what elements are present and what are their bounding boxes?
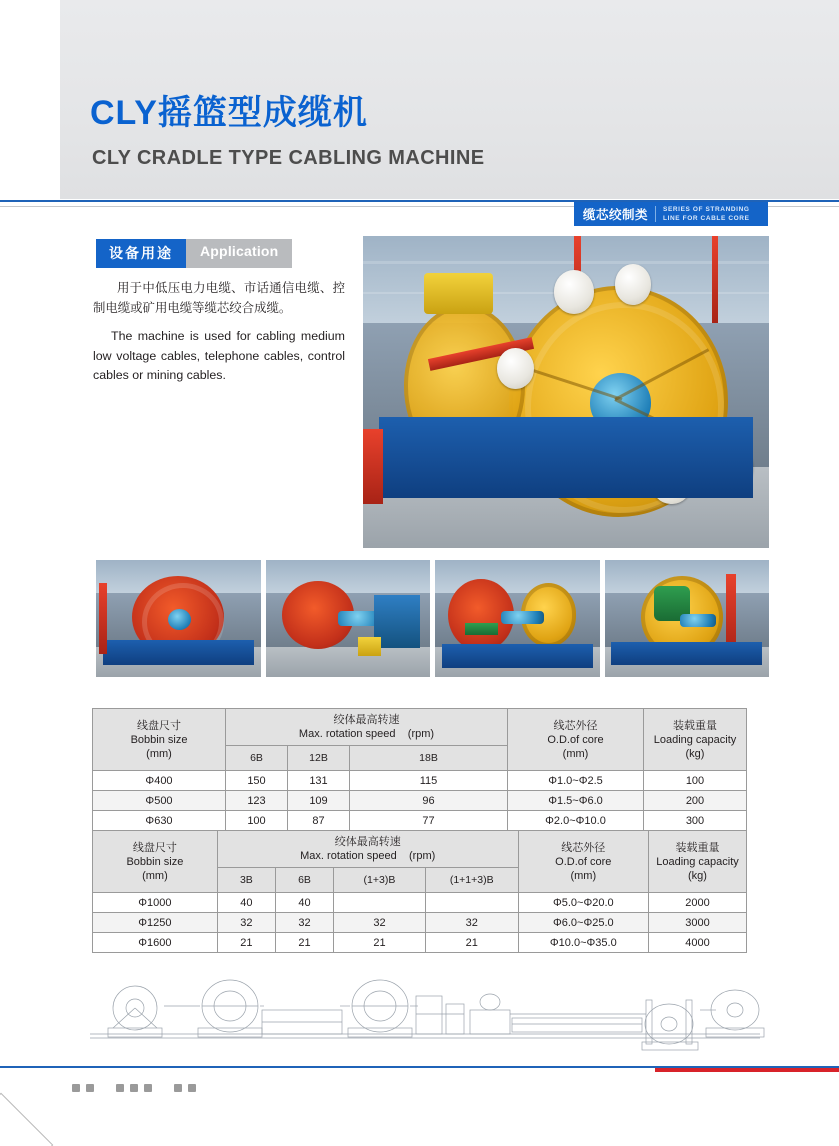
header-rotation-speed-cn: 绞体最高转速 [333, 713, 400, 726]
footer-dot [174, 1084, 182, 1092]
cell-load: 3000 [649, 913, 747, 933]
specification-tables [92, 708, 747, 953]
cell-load: 2000 [649, 893, 747, 913]
cell-speed-6b: 32 [275, 913, 333, 933]
cell-od: Φ6.0~Φ25.0 [518, 913, 648, 933]
thumbnail-1 [96, 560, 261, 677]
series-tag-label-cn: 缆芯绞制类 [583, 207, 649, 222]
table-row [93, 791, 747, 811]
cell-speed-6b: 40 [275, 893, 333, 913]
table-row [93, 811, 747, 831]
cell-speed-6b: 150 [226, 771, 288, 791]
cell-speed-3b: 32 [217, 913, 275, 933]
series-tag-divider [655, 206, 656, 222]
header-rotation-speed-en: Max. rotation speed (rpm) [300, 850, 436, 862]
series-tag-label-en-line1: SERIES OF STRANDING [663, 206, 750, 213]
cell-speed-1plus1plus3b: 21 [425, 933, 518, 953]
subheader-18b: 18B [350, 746, 508, 771]
footer-accent-red [655, 1068, 839, 1072]
subheader-1plus3b: (1+3)B [334, 868, 426, 893]
footer-dot [116, 1084, 124, 1092]
cell-speed-1plus3b: 32 [334, 913, 426, 933]
table-row [93, 933, 747, 953]
subheader-6b: 6B [226, 746, 288, 771]
series-tag [574, 202, 768, 226]
cell-speed-1plus1plus3b [425, 893, 518, 913]
header-loading-capacity [644, 709, 747, 771]
cell-od: Φ1.5~Φ6.0 [508, 791, 644, 811]
header-loading-capacity-en: Loading capacity [653, 733, 737, 746]
footer-dot [188, 1084, 196, 1092]
cell-speed-6b: 21 [275, 933, 333, 953]
cell-od: Φ1.0~Φ2.5 [508, 771, 644, 791]
cell-speed-3b: 40 [217, 893, 275, 913]
header-loading-capacity-cn: 装载重量 [673, 718, 717, 732]
cell-speed-3b: 21 [217, 933, 275, 953]
cell-load: 300 [644, 811, 747, 831]
machine-photo-main [363, 236, 769, 548]
cell-bobbin: Φ400 [93, 771, 226, 791]
machine-photo-thumbnails [96, 560, 769, 677]
header-od-core-unit: (mm) [562, 747, 589, 760]
cell-speed-18b: 77 [350, 811, 508, 831]
page-title-cn: CLY摇篮型成缆机 [90, 94, 368, 132]
cell-bobbin: Φ1600 [93, 933, 218, 953]
series-tag-label-en-line2: LINE FOR CABLE CORE [663, 215, 750, 222]
cell-load: 4000 [649, 933, 747, 953]
cell-load: 100 [644, 771, 747, 791]
header-od-core-en: O.D.of core [547, 733, 604, 746]
table-header-row [93, 709, 747, 746]
cell-od: Φ2.0~Φ10.0 [508, 811, 644, 831]
footer-dot [86, 1084, 94, 1092]
application-tab-cn: 设备用途 [96, 239, 186, 268]
header-loading-capacity-en: Loading capacity [656, 855, 739, 868]
table-row [93, 771, 747, 791]
thumbnail-2 [266, 560, 431, 677]
table-header-row [93, 831, 747, 868]
header-loading-capacity-cn: 装载重量 [675, 840, 720, 854]
header-loading-capacity-unit: (kg) [685, 747, 705, 760]
header-bobbin-size-en: Bobbin size [126, 855, 184, 868]
cell-speed-6b: 100 [226, 811, 288, 831]
footer-dot [144, 1084, 152, 1092]
header-left-margin [0, 0, 60, 199]
header-rotation-speed-cn: 绞体最高转速 [334, 835, 401, 848]
cell-speed-12b: 87 [288, 811, 350, 831]
spec-table-block2 [92, 830, 747, 953]
cell-od: Φ5.0~Φ20.0 [518, 893, 648, 913]
cell-bobbin: Φ1250 [93, 913, 218, 933]
series-tag-label-en [663, 205, 750, 223]
header-bobbin-size [93, 831, 218, 893]
table-row [93, 913, 747, 933]
header-od-core-cn: 线芯外径 [553, 718, 598, 732]
subheader-1plus1plus3b: (1+1+3)B [425, 868, 518, 893]
footer-dot-decoration [72, 1084, 196, 1092]
cell-bobbin: Φ630 [93, 811, 226, 831]
application-text-cn: 用于中低压电力电缆、市话通信电缆、控制电缆或矿用电缆等缆芯绞合成缆。 [93, 280, 345, 315]
header-rotation-speed-en: Max. rotation speed (rpm) [298, 728, 435, 740]
cell-speed-12b: 109 [288, 791, 350, 811]
cell-od: Φ10.0~Φ35.0 [518, 933, 648, 953]
cell-bobbin: Φ1000 [93, 893, 218, 913]
application-body [93, 278, 345, 396]
page-title-en: CLY CRADLE TYPE CABLING MACHINE [92, 147, 485, 169]
cell-speed-1plus1plus3b: 32 [425, 913, 518, 933]
header-bobbin-size-en: Bobbin size [130, 733, 188, 746]
footer-corner-fold [0, 1076, 70, 1146]
header-bobbin-size-cn: 线盘尺寸 [132, 840, 177, 854]
subheader-3b: 3B [217, 868, 275, 893]
cell-speed-6b: 123 [226, 791, 288, 811]
header-od-core-en: O.D.of core [555, 855, 612, 868]
header-od-core [518, 831, 648, 893]
cell-bobbin: Φ500 [93, 791, 226, 811]
header-bobbin-size [93, 709, 226, 771]
subheader-12b: 12B [288, 746, 350, 771]
application-text-en: The machine is used for cabling medium low voltage cables, telephone cables, control cables or mining cables. [93, 329, 345, 382]
footer-dot [130, 1084, 138, 1092]
header-od-core-unit: (mm) [570, 869, 597, 882]
cell-speed-1plus3b [334, 893, 426, 913]
subheader-6b: 6B [275, 868, 333, 893]
page-header [0, 0, 839, 199]
cell-load: 200 [644, 791, 747, 811]
header-bobbin-size-cn: 线盘尺寸 [137, 718, 181, 732]
cell-speed-18b: 96 [350, 791, 508, 811]
footer-dot [72, 1084, 80, 1092]
header-rotation-speed [217, 831, 518, 868]
header-bobbin-size-unit: (mm) [146, 747, 172, 760]
header-bobbin-size-unit: (mm) [142, 869, 168, 882]
cell-speed-18b: 115 [350, 771, 508, 791]
machine-layout-line-drawing [80, 966, 770, 1056]
thumbnail-3 [435, 560, 600, 677]
cell-speed-12b: 131 [288, 771, 350, 791]
cell-speed-1plus3b: 21 [334, 933, 426, 953]
spec-table-block1 [92, 708, 747, 831]
application-tab-en: Application [186, 239, 292, 268]
header-od-core [508, 709, 644, 771]
header-loading-capacity [649, 831, 747, 893]
header-loading-capacity-unit: (kg) [688, 869, 707, 882]
header-rotation-speed [226, 709, 508, 746]
thumbnail-4 [605, 560, 770, 677]
header-od-core-cn: 线芯外径 [561, 840, 606, 854]
application-heading [96, 239, 292, 268]
table-row [93, 893, 747, 913]
